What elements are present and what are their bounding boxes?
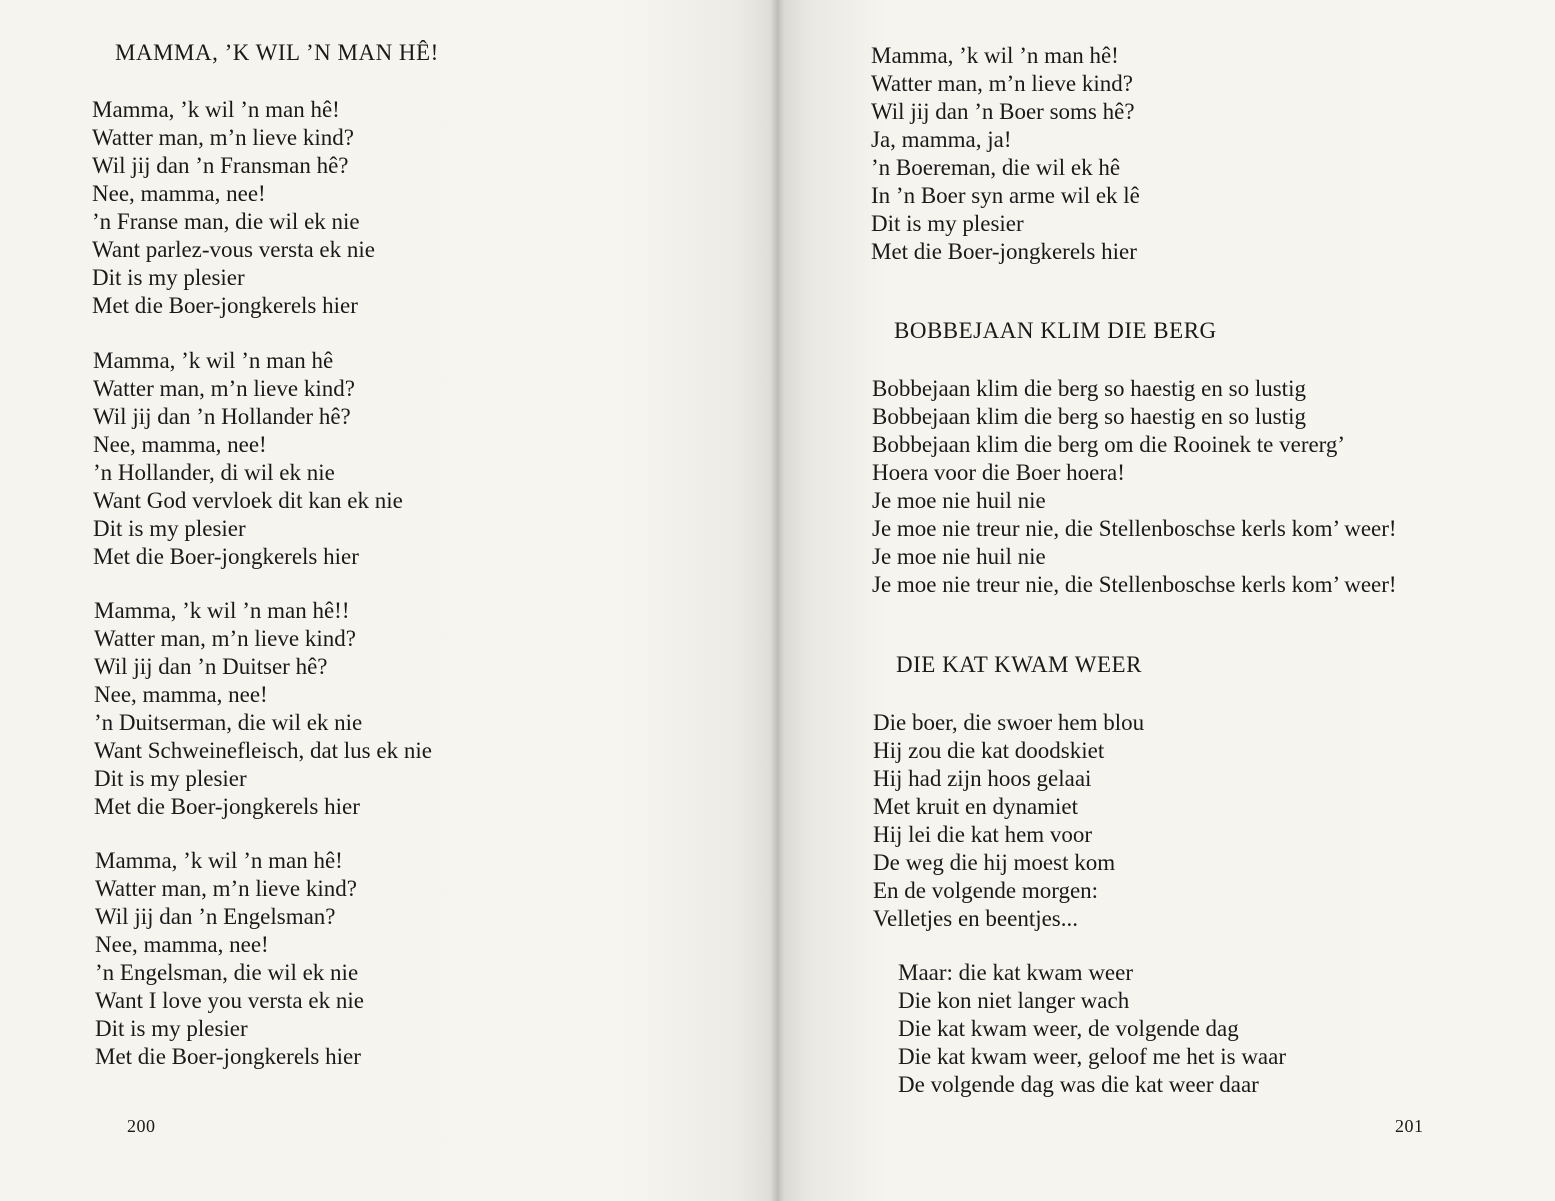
verse-line: Hij lei die kat hem voor	[873, 822, 1093, 847]
verse-line: Met die Boer-jongkerels hier	[94, 794, 360, 819]
verse-line: Met die Boer-jongkerels hier	[871, 239, 1137, 264]
refrain-line: Die kat kwam weer, de volgende dag	[898, 1016, 1239, 1041]
verse-line: Watter man, m’n lieve kind?	[871, 71, 1133, 96]
stanza-kat-verse	[873, 709, 1144, 933]
verse-line: Ja, mamma, ja!	[871, 127, 1012, 152]
verse-line: Watter man, m’n lieve kind?	[92, 125, 354, 150]
verse-line: Met die Boer-jongkerels hier	[92, 293, 358, 318]
stanza-frans	[92, 96, 375, 320]
verse-line: De weg die hij moest kom	[873, 850, 1116, 875]
verse-line: ’n Duitserman, die wil ek nie	[94, 710, 363, 735]
refrain-line: De volgende dag was die kat weer daar	[898, 1072, 1259, 1097]
book-gutter	[770, 0, 784, 1201]
page-number-right: 201	[1395, 1116, 1424, 1136]
stanza-hollander	[93, 347, 403, 571]
refrain-line: Die kat kwam weer, geloof me het is waar	[898, 1044, 1287, 1069]
verse-line: Mamma, ’k wil ’n man hê!	[92, 97, 340, 122]
verse-line: Dit is my plesier	[93, 516, 246, 541]
verse-line: Met kruit en dynamiet	[873, 794, 1079, 819]
verse-line: Mamma, ’k wil ’n man hê!	[95, 848, 343, 873]
song-title-kat: DIE KAT KWAM WEER	[896, 652, 1142, 677]
verse-line: Wil jij dan ’n Duitser hê?	[94, 654, 328, 679]
verse-line: Nee, mamma, nee!	[94, 682, 268, 707]
verse-line: In ’n Boer syn arme wil ek lê	[871, 183, 1140, 208]
verse-line: Je moe nie treur nie, die Stellenboschse kerls kom’ weer!	[872, 572, 1397, 597]
verse-line: Nee, mamma, nee!	[95, 932, 269, 957]
stanza-bobbejaan	[872, 375, 1397, 599]
verse-line: ’n Engelsman, die wil ek nie	[95, 960, 359, 985]
refrain-line: Die kon niet langer wach	[898, 988, 1130, 1013]
verse-line: ’n Hollander, di wil ek nie	[93, 460, 335, 485]
verse-line: Je moe nie huil nie	[872, 544, 1046, 569]
verse-line: Mamma, ’k wil ’n man hê!	[871, 43, 1119, 68]
verse-line: Velletjes en beentjes...	[873, 906, 1079, 931]
verse-line: ’n Franse man, die wil ek nie	[92, 209, 360, 234]
verse-line: Want I love you versta ek nie	[95, 988, 364, 1013]
verse-line: Dit is my plesier	[92, 265, 245, 290]
verse-line: Watter man, m’n lieve kind?	[95, 876, 357, 901]
song-title-mamma: MAMMA, ’K WIL ’N MAN HÊ!	[115, 40, 439, 65]
stanza-duitser	[94, 597, 432, 821]
verse-line: Hoera voor die Boer hoera!	[872, 460, 1125, 485]
stanza-boer	[871, 42, 1140, 266]
verse-line: Bobbejaan klim die berg om die Rooinek te vererg’	[872, 432, 1346, 457]
verse-line: ’n Boereman, die wil ek hê	[871, 155, 1121, 180]
verse-line: En de volgende morgen:	[873, 878, 1099, 903]
page-number-left: 200	[127, 1116, 156, 1136]
verse-line: Met die Boer-jongkerels hier	[93, 544, 359, 569]
verse-line: Dit is my plesier	[95, 1016, 248, 1041]
verse-line: Met die Boer-jongkerels hier	[95, 1044, 361, 1069]
verse-line: Wil jij dan ’n Boer soms hê?	[871, 99, 1135, 124]
refrain-line: Maar: die kat kwam weer	[898, 960, 1134, 985]
verse-line: Hij zou die kat doodskiet	[873, 738, 1105, 763]
verse-line: Bobbejaan klim die berg so haestig en so lustig	[872, 404, 1306, 429]
verse-line: Want God vervloek dit kan ek nie	[93, 488, 403, 513]
verse-line: Want Schweinefleisch, dat lus ek nie	[94, 738, 432, 763]
verse-line: Bobbejaan klim die berg so haestig en so lustig	[872, 376, 1306, 401]
verse-line: Wil jij dan ’n Engelsman?	[95, 904, 336, 929]
verse-line: Watter man, m’n lieve kind?	[94, 626, 356, 651]
verse-line: Nee, mamma, nee!	[93, 432, 267, 457]
stanza-engelsman	[95, 847, 364, 1071]
stanza-kat-refrain	[898, 959, 1286, 1099]
verse-line: Je moe nie huil nie	[872, 488, 1046, 513]
verse-line: Dit is my plesier	[871, 211, 1024, 236]
verse-line: Want parlez-vous versta ek nie	[92, 237, 375, 262]
verse-line: Nee, mamma, nee!	[92, 181, 266, 206]
verse-line: Je moe nie treur nie, die Stellenboschse kerls kom’ weer!	[872, 516, 1397, 541]
verse-line: Mamma, ’k wil ’n man hê!!	[94, 598, 350, 623]
verse-line: Mamma, ’k wil ’n man hê	[93, 348, 334, 373]
verse-line: Wil jij dan ’n Hollander hê?	[93, 404, 351, 429]
verse-line: Dit is my plesier	[94, 766, 247, 791]
song-title-bobbejaan: BOBBEJAAN KLIM DIE BERG	[894, 318, 1217, 343]
verse-line: Wil jij dan ’n Fransman hê?	[92, 153, 349, 178]
verse-line: Hij had zijn hoos gelaai	[873, 766, 1092, 791]
verse-line: Die boer, die swoer hem blou	[873, 710, 1145, 735]
verse-line: Watter man, m’n lieve kind?	[93, 376, 355, 401]
